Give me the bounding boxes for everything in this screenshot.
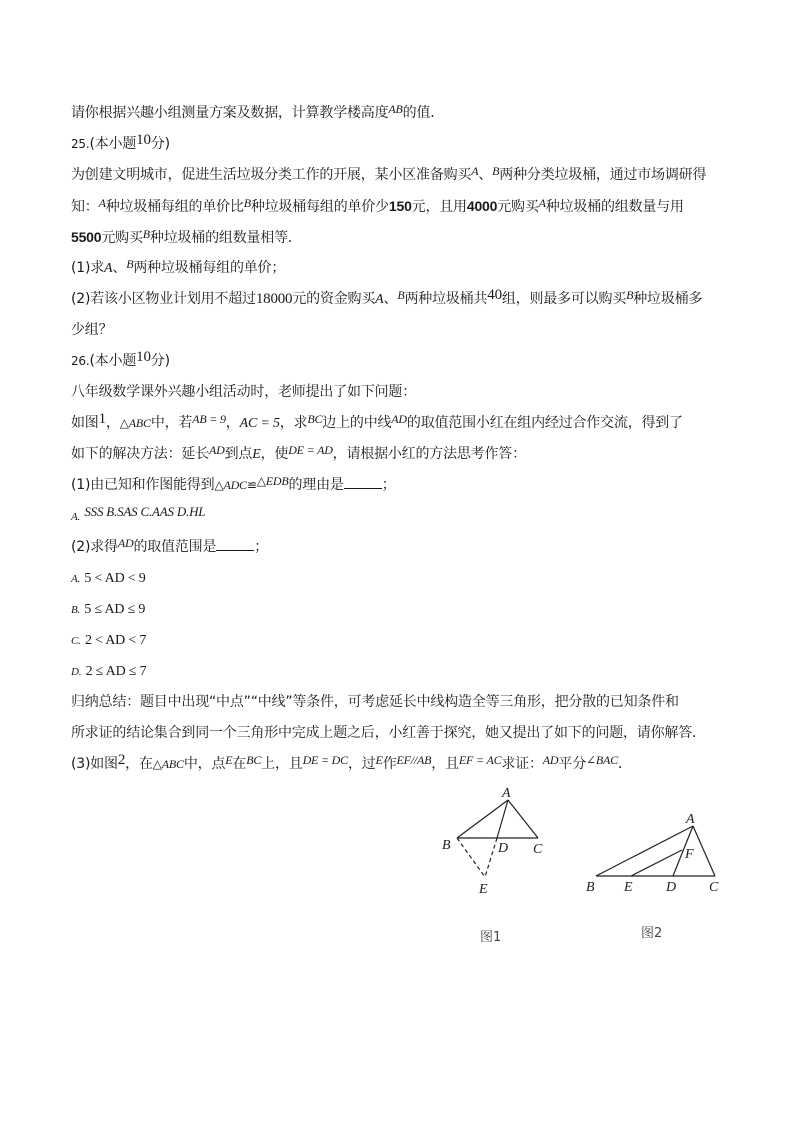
text: 元的资金购买 [292, 291, 376, 307]
math-var: B [243, 196, 251, 210]
text: ； [254, 539, 269, 555]
math-var: B [142, 227, 150, 241]
text: ，请根据小红的方法思考作答： [332, 446, 526, 462]
math-var: B [626, 288, 634, 302]
math-var: BC [246, 753, 262, 767]
text: 归纳总结：题目中出现“中点”“中线”等条件，可考虑延长中线构造全等三角形，把分散的已知条件和 [71, 694, 679, 710]
part-label: (2) [71, 539, 91, 555]
math-expr: △ADC [214, 478, 247, 492]
text: 的值． [402, 105, 445, 121]
fig1-label-C: C [533, 842, 543, 857]
text: 求证： [501, 756, 543, 772]
text: (本小题 [89, 353, 137, 369]
text: 组，则最多可以购买 [501, 291, 627, 307]
number: 40 [487, 287, 502, 303]
math-var: A [375, 292, 384, 307]
question-number: 25. [71, 137, 90, 151]
math-var: A [471, 164, 479, 178]
text: 求得 [90, 539, 118, 555]
math-expr: DE = AD [288, 443, 333, 457]
fig1-label-D: D [498, 841, 509, 856]
text: 作 [382, 756, 397, 772]
segment-AB [457, 800, 508, 838]
math-expr: △EDB [256, 474, 289, 488]
segment-AD [497, 800, 508, 838]
math-var: B [126, 257, 134, 271]
text: 如下的解决方法：延长 [71, 446, 209, 462]
text: 少组？ [71, 322, 113, 338]
text: 为创建文明城市，促进生活垃圾分类工作的开展，某小区准备购买 [71, 167, 472, 183]
option-letter: A. [71, 511, 81, 523]
fig2-caption: 图2 [641, 926, 663, 941]
points: 10 [136, 132, 151, 148]
math-var: E [252, 447, 261, 462]
math-var: A [98, 196, 106, 210]
math-var: E [225, 753, 233, 767]
text: 如图 [90, 756, 118, 772]
figure-ref: 1 [98, 411, 106, 427]
fig1-label-A: A [502, 786, 511, 801]
figure-ref: 2 [117, 752, 126, 768]
math-expr: EF = AC [458, 753, 502, 767]
figure-1 [457, 800, 538, 877]
math-expr: △ABC [152, 757, 184, 771]
congruent-symbol: ≌ [246, 478, 257, 492]
option-expr: 2 ≤ AD ≤ 7 [85, 664, 147, 679]
text: 种垃圾桶每组的单价比 [105, 199, 244, 215]
fig2-label-C: C [709, 880, 719, 895]
text: 求 [90, 260, 105, 276]
text: ， [225, 415, 240, 431]
text: 的取值范围是 [133, 539, 217, 555]
option-expr: 2 < AD < 7 [84, 633, 147, 648]
fig1-label-B: B [442, 838, 451, 853]
text: 请你根据兴趣小组测量方案及数据，计算教学楼高度 [71, 105, 389, 121]
text: 如图 [71, 415, 99, 431]
math-expr: AB = 9 [192, 412, 226, 426]
text: ； [381, 477, 396, 493]
figure-2 [596, 826, 715, 876]
segment-AC [508, 800, 538, 838]
text: 由已知和作图能得到 [90, 477, 215, 493]
math-expr: △ABC [119, 416, 151, 430]
text: 中，若 [150, 415, 193, 431]
math-expr: DE = DC [302, 753, 348, 767]
math-var: B [492, 164, 500, 178]
text: 的理由是 [288, 477, 344, 493]
math-var: B [397, 288, 405, 302]
math-var: AB [388, 102, 403, 116]
segment-DE-dashed [485, 838, 497, 877]
fig1-label-E: E [479, 882, 488, 897]
text: ，且 [431, 756, 459, 772]
text: 分) [150, 353, 170, 369]
text: 种垃圾桶每组的单价少 [250, 199, 389, 215]
text: ，使 [260, 446, 289, 462]
fig1-caption: 图1 [480, 930, 502, 945]
text: 两种垃圾桶共 [404, 291, 488, 307]
fig2-label-B: B [586, 880, 595, 895]
option-letter: D. [71, 666, 82, 678]
text: 、 [383, 291, 398, 307]
math-var: AD [391, 412, 407, 426]
math-var: AD [209, 443, 225, 457]
math-expr: ∠BAC [586, 753, 618, 767]
text: ，在 [125, 756, 153, 772]
text: 若该小区物业计划用不超过 [90, 291, 256, 307]
option-expr: 5 < AD < 9 [84, 571, 146, 586]
math-var: BC [307, 412, 323, 426]
number: 5500 [71, 229, 102, 245]
text: ． [617, 756, 632, 772]
fig2-label-A: A [686, 812, 695, 827]
segment-AC [693, 826, 715, 876]
math-var: AD [542, 753, 559, 767]
text: 在 [232, 756, 247, 772]
option-letter: A. [71, 573, 81, 585]
text: 所求证的结论集合到同一个三角形中完成上题之后，小红善于探究，她又提出了如下的问题，请你解答． [71, 725, 706, 741]
option-letter: B. [71, 604, 81, 616]
fig2-label-E: E [624, 880, 633, 895]
text: ， [105, 415, 120, 431]
fig2-label-F: F [685, 847, 694, 862]
number: 150 [388, 198, 412, 214]
text: (本小题 [89, 136, 137, 152]
math-expr: AC = 5 [239, 416, 280, 431]
text: 元购买 [101, 230, 143, 246]
text: 边上的中线 [322, 415, 392, 431]
text: 分) [150, 136, 170, 152]
math-var: AD [117, 536, 134, 550]
part-label: (2) [71, 291, 91, 307]
text: 平分 [558, 756, 587, 772]
text: ，求 [279, 415, 308, 431]
options-text: SSS B.SAS C.AAS D.HL [84, 504, 206, 519]
number: 18000 [255, 291, 293, 307]
text: 、 [112, 260, 127, 276]
text: 到点 [224, 446, 253, 462]
text: 种垃圾桶的组数量相等． [149, 230, 302, 246]
points: 10 [136, 349, 151, 365]
text: 、 [478, 167, 493, 183]
option-letter: C. [71, 635, 81, 647]
text: 两种垃圾桶每组的单价； [133, 260, 286, 276]
part-label: (3) [71, 756, 91, 772]
question-number: 26. [71, 354, 90, 368]
math-var: A [538, 196, 546, 210]
math-expr: EF//AB [396, 753, 432, 767]
text: 种垃圾桶的组数量与用 [545, 199, 684, 215]
text: 中，点 [183, 756, 226, 772]
part-label: (1) [71, 477, 91, 493]
segment-BE-dashed [457, 838, 485, 877]
text: ，过 [347, 756, 376, 772]
text: 的取值范围小红在组内经过合作交流，得到了 [406, 415, 683, 431]
number: 4000 [466, 198, 498, 214]
text: 知： [71, 199, 99, 215]
text: 两种分类垃圾桶，通过市场调研得 [499, 167, 707, 183]
text: 上，且 [261, 756, 303, 772]
math-var: E [375, 753, 383, 767]
text: 元，且用 [411, 199, 467, 215]
text: 八年级数学课外兴趣小组活动时，老师提出了如下问题： [71, 384, 416, 400]
text: 种垃圾桶多 [633, 291, 703, 307]
part-label: (1) [71, 260, 91, 276]
option-expr: 5 ≤ AD ≤ 9 [84, 602, 146, 617]
text: 元购买 [497, 199, 539, 215]
math-var: A [104, 261, 113, 276]
fig2-label-D: D [666, 880, 677, 895]
